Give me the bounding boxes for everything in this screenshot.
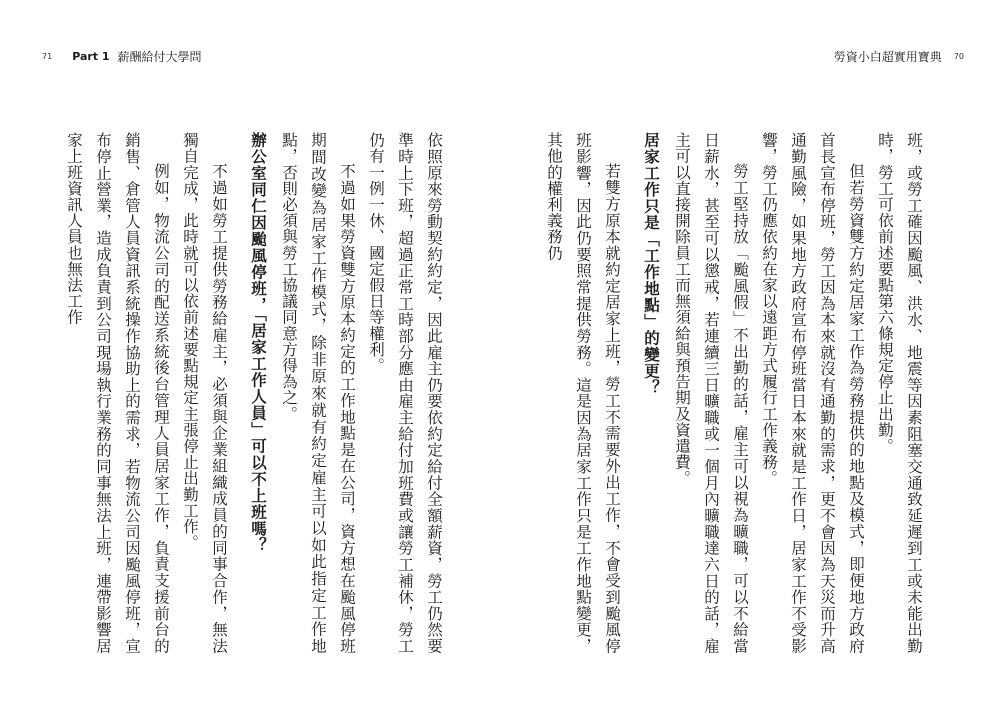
paragraph: 依照原來勞動契約約定，因此雇主仍要依約定給付全額薪資，勞工仍然要準時上下班，超過正常工時部分應由雇主給付加班費或讓勞工補休，勞工仍有一例一休、國定假日等權利。 [367,132,443,654]
section-heading: 辦公室同仁因颱風停班，「居家工作人員」可以不上班嗎？ [249,132,267,554]
paragraph: 不過如勞工提供勞務給雇主，必須與企業組織成員的同事合作，無法獨自完成，此時就可以依前述要點規定主張停止出勤工作。 [181,132,228,654]
left-page-number: 71 [42,52,53,61]
paragraph: 班，或勞工確因颱風、洪水、地震等因素阻塞交通致延遲到工或未能出勤時，勞工可依前述要點第六條規定停止出勤。 [876,132,923,654]
paragraph: 但若勞資雙方約定居家工作為勞務提供的地點及模式，即便地方政府首長宣布停班，勞工因為本來就沒有通勤的需求，更不會因為天災而升高通勤風險，如果地方政府宣布停班當日本來就是工作日，居家工作不受影響，勞工仍應依約在家以遠距方式履行工作義務。 [760,132,865,654]
part-label: Part 1 [72,50,110,63]
book-title: 勞資小白超實用寶典 [833,50,942,64]
right-page-number: 70 [953,52,964,61]
left-page-body [0,132,448,654]
paragraph: 不過如果勞資雙方原本約定的工作地點是在公司，資方想在颱風停班期間改變為居家工作模式，除非原來就有約定雇主可以如此指定工作地點，否則必須與勞工協議同意方得為之。 [280,132,356,654]
left-page-header [42,50,202,64]
section-heading: 居家工作只是「工作地點」的變更？ [642,132,660,396]
paragraph: 勞工堅持放「颱風假」不出勤的話，雇主可以視為曠職，可以不給當日薪水，甚至可以懲戒，若連續三日曠職或一個月內曠職達六日的話，雇主可以直接開除員工而無須給與預告期及資遣費。 [673,132,749,654]
chapter-title: 薪酬給付大學問 [117,50,202,64]
paragraph: 例如，物流公司的配送系統後台管理人員居家工作，負責支援前台的銷售、倉管人員資訊系統操作協助上的需求，若物流公司因颱風停班，宣布停止營業，造成負責到公司現場執行業務的同事無法上班，連帶影響居家上班資訊人員也無法工作 [65,132,170,654]
right-page-header [834,50,964,64]
right-page-body [545,132,928,654]
paragraph: 若雙方原本就約定居家上班，勞工不需要外出工作，不會受到颱風停班影響，因此仍要照常提供勞務。這是因為居家工作只是工作地點變更，其他的權利義務仍 [545,132,621,654]
